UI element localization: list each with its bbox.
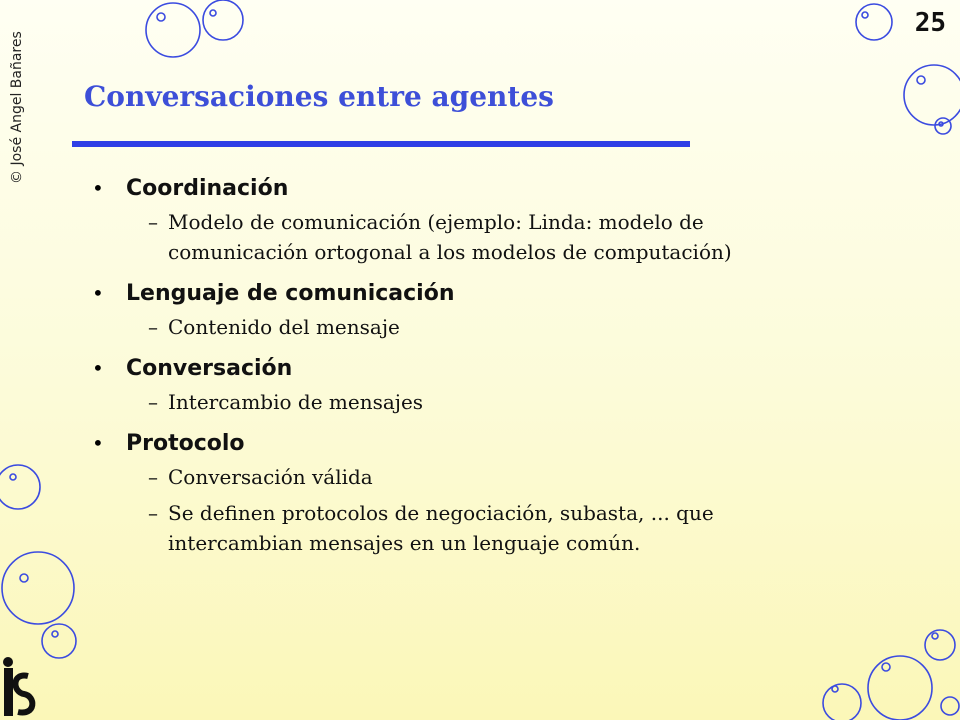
sub-item — [92, 312, 912, 342]
bullet-label: Lenguaje de comunicación — [126, 281, 455, 306]
is-logo-icon — [3, 657, 32, 716]
sub-text: Intercambio de mensajes — [168, 390, 424, 414]
title-underline — [72, 141, 690, 147]
bullet-group — [92, 431, 912, 558]
copyright-notice: © José Angel Bañares — [9, 31, 25, 184]
bullet-item — [92, 281, 912, 306]
bullet-label: Protocolo — [126, 431, 245, 456]
sub-item — [92, 462, 912, 492]
sub-text: Modelo de comunicación (ejemplo: Linda: modelo de comunicación ortogonal a los modelos de computación) — [168, 210, 732, 264]
sub-item — [92, 498, 912, 558]
bullet-item — [92, 176, 912, 201]
slide-content — [92, 176, 912, 572]
bullet-dot: • — [92, 431, 104, 455]
bullet-dot: • — [92, 176, 104, 200]
sub-text: Se definen protocolos de negociación, subasta, ... que intercambian mensajes en un lenguaje común. — [168, 501, 714, 555]
sub-dash: – — [148, 210, 158, 234]
bullet-label: Conversación — [126, 356, 293, 381]
slide-number: 25 — [914, 8, 946, 38]
bullet-label: Coordinación — [126, 176, 289, 201]
sub-text: Conversación válida — [168, 465, 373, 489]
bullet-dot: • — [92, 281, 104, 305]
sub-item — [92, 387, 912, 417]
sub-dash: – — [148, 465, 158, 489]
sub-text: Contenido del mensaje — [168, 315, 400, 339]
slide-title: Conversaciones entre agentes — [84, 80, 554, 113]
bullet-group — [92, 356, 912, 417]
sub-dash: – — [148, 501, 158, 525]
bullet-group — [92, 281, 912, 342]
bullet-dot: • — [92, 356, 104, 380]
bullet-item — [92, 356, 912, 381]
sub-dash: – — [148, 390, 158, 414]
sub-item — [92, 207, 912, 267]
sub-dash: – — [148, 315, 158, 339]
bullet-item — [92, 431, 912, 456]
bullet-group — [92, 176, 912, 267]
